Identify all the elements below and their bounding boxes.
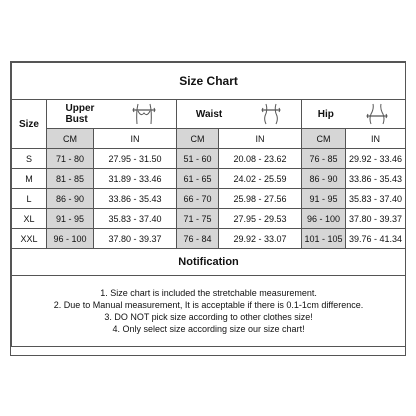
waist-label: Waist [195,108,223,120]
hip-in-cell: 35.83 - 37.40 [346,189,406,209]
waist-cm-header: CM [177,129,219,149]
waist-header [177,100,302,129]
hip-cm-cell: 76 - 85 [302,149,346,169]
hip-figure-icon [365,102,389,126]
waist-in-cell: 27.95 - 29.53 [219,209,302,229]
hip-in-cell: 33.86 - 35.43 [346,169,406,189]
hip-cm-cell: 96 - 100 [302,209,346,229]
waist-cm-cell: 66 - 70 [177,189,219,209]
upper-bust-label: Upper Bust [65,103,95,125]
bust-cm-cell: 96 - 100 [47,229,94,249]
hip-in-cell: 37.80 - 39.37 [346,209,406,229]
bust-in-cell: 27.95 - 31.50 [94,149,177,169]
hip-label: Hip [317,108,334,120]
hip-in-cell: 39.76 - 41.34 [346,229,406,249]
hip-cm-cell: 86 - 90 [302,169,346,189]
table-row [12,149,406,169]
upper-bust-header [47,100,177,129]
waist-in-header: IN [219,129,302,149]
bust-in-cell: 31.89 - 33.46 [94,169,177,189]
bust-in-cell: 37.80 - 39.37 [94,229,177,249]
size-cell: M [12,169,47,189]
waist-in-cell: 29.92 - 33.07 [219,229,302,249]
size-chart-table [11,62,406,347]
note-item: 4. Only select size according size our size chart! [112,324,305,334]
table-row [12,229,406,249]
notification-notes [12,276,406,347]
waist-cm-cell: 71 - 75 [177,209,219,229]
notification-title: Notification [12,249,406,276]
waist-cm-cell: 51 - 60 [177,149,219,169]
size-cell: S [12,149,47,169]
note-item: 2. Due to Manual measurement, It is acceptable if there is 0.1-1cm difference. [53,300,364,310]
upper-bust-figure-icon [131,102,157,126]
bust-cm-header: CM [47,129,94,149]
bust-in-header: IN [94,129,177,149]
size-column-header: Size [12,100,47,149]
hip-cm-header: CM [302,129,346,149]
size-chart-sheet [10,61,406,356]
bust-in-cell: 33.86 - 35.43 [94,189,177,209]
bust-in-cell: 35.83 - 37.40 [94,209,177,229]
note-item: 1. Size chart is included the stretchable measurement. [100,288,317,298]
waist-figure-icon [260,102,282,126]
hip-cm-cell: 101 - 105 [302,229,346,249]
waist-in-cell: 20.08 - 23.62 [219,149,302,169]
table-row [12,189,406,209]
bust-cm-cell: 91 - 95 [47,209,94,229]
size-cell: XXL [12,229,47,249]
waist-cm-cell: 61 - 65 [177,169,219,189]
size-cell: XL [12,209,47,229]
hip-in-cell: 29.92 - 33.46 [346,149,406,169]
hip-cm-cell: 91 - 95 [302,189,346,209]
bust-cm-cell: 71 - 80 [47,149,94,169]
chart-title: Size Chart [12,63,406,100]
note-item: 3. DO NOT pick size according to other clothes size! [104,312,313,322]
bust-cm-cell: 81 - 85 [47,169,94,189]
hip-header [302,100,406,129]
size-cell: L [12,189,47,209]
waist-in-cell: 25.98 - 27.56 [219,189,302,209]
table-row [12,169,406,189]
waist-in-cell: 24.02 - 25.59 [219,169,302,189]
hip-in-header: IN [346,129,406,149]
table-row [12,209,406,229]
waist-cm-cell: 76 - 84 [177,229,219,249]
bust-cm-cell: 86 - 90 [47,189,94,209]
